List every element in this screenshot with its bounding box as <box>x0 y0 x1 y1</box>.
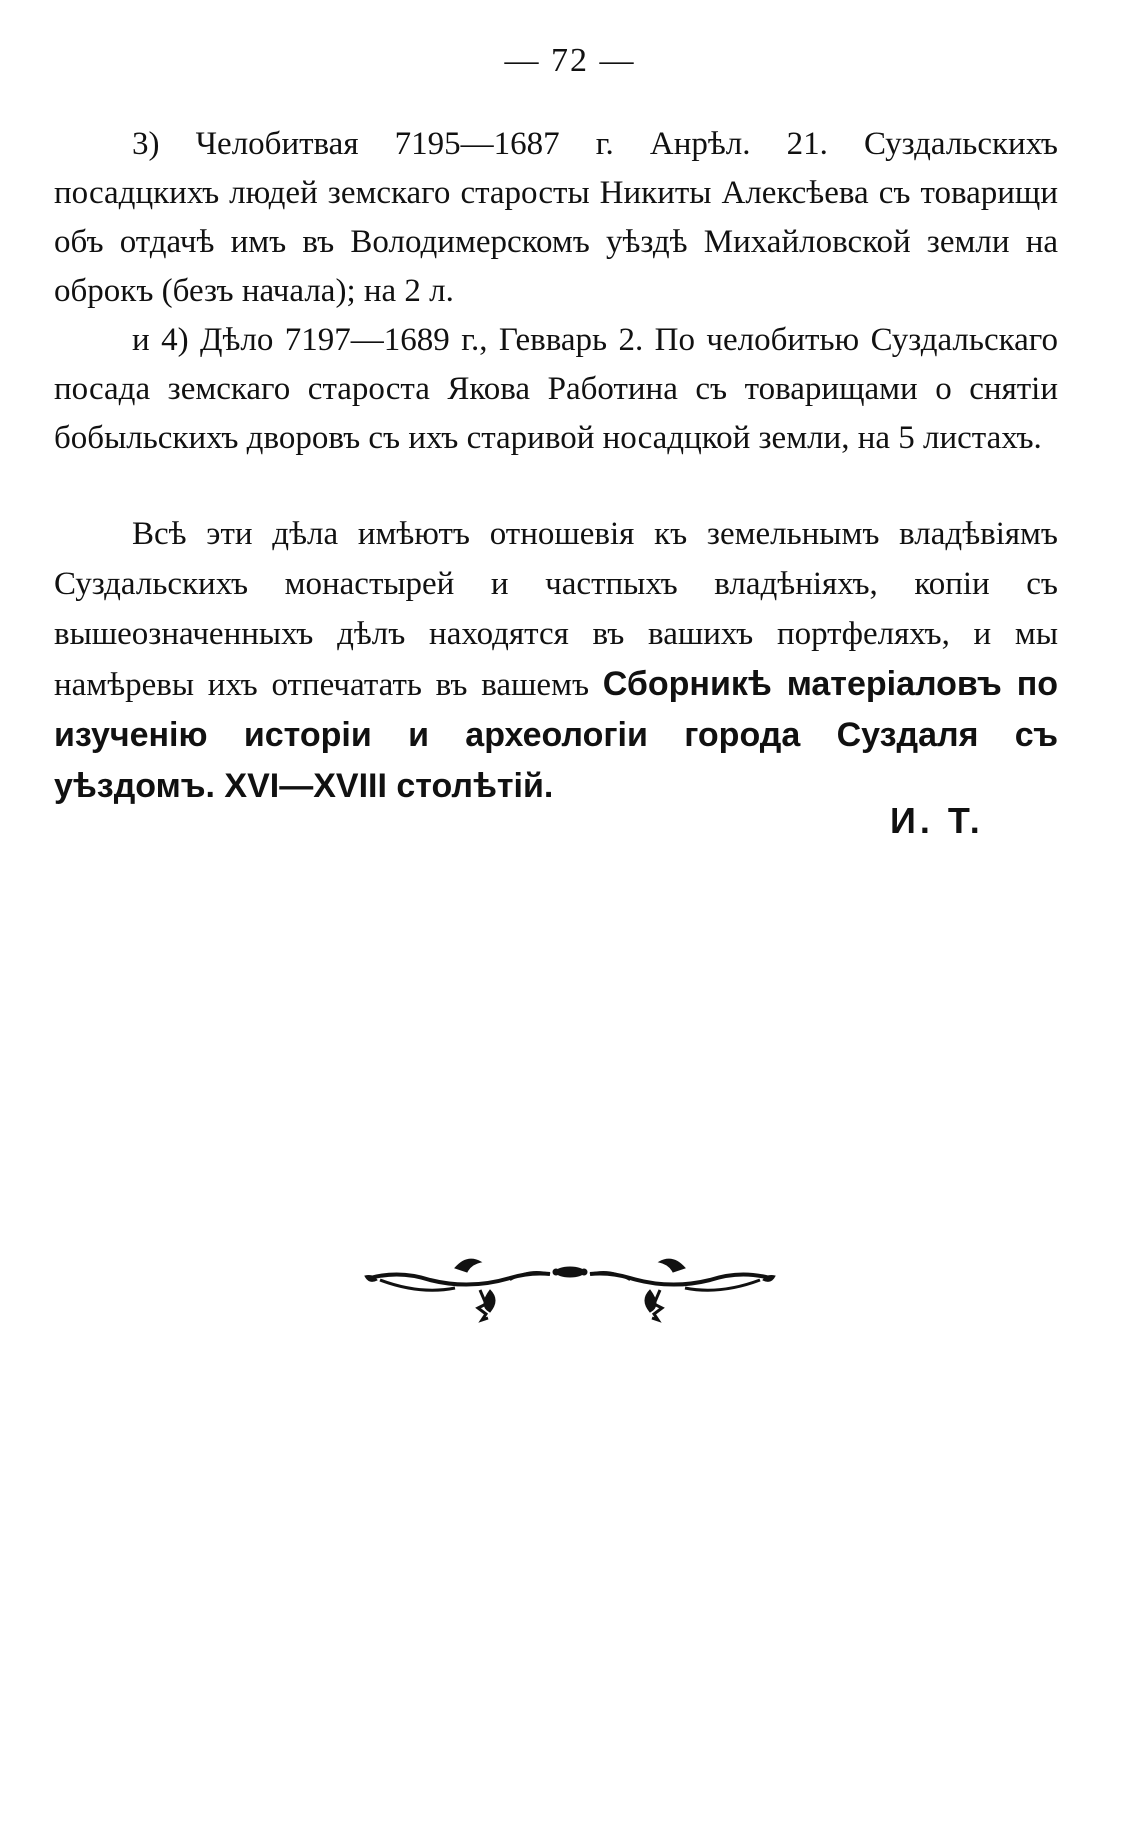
collection-title: Сборникѣ матеріаловъ по изученію исторіи и археологіи города Суздаля съ уѣздомъ. XVI—XVIII столѣтій. <box>54 665 1058 805</box>
paragraph-3-text <box>54 509 1058 812</box>
paragraph-2 <box>54 316 1058 463</box>
author-signature: И. Т. <box>890 800 984 841</box>
paragraph-3 <box>54 509 1058 812</box>
paragraph-1-text: 3) Челобитвая 7195—1687 г. Анрѣл. 21. Суздальскихъ посадцкихъ людей земскаго старосты Никиты Алексѣева съ товарищи объ отдачѣ имъ въ Володимерскомъ уѣздѣ Михайловской земли на оброкъ (безъ начала); на 2 л. <box>54 126 1058 309</box>
paragraph-1 <box>54 120 1058 316</box>
page-number: — 72 — <box>504 42 636 79</box>
paragraph-2-text: и 4) Дѣло 7197—1689 г., Гевварь 2. По челобитью Суздальскаго посада земскаго староста Якова Работина съ товарищами о снятіи бобыльскихъ дворовъ съ ихъ старивой носадцкой земли, на 5 листахъ. <box>54 322 1058 456</box>
paragraph-3-plain: Всѣ эти дѣла имѣютъ отношевія къ земельнымъ владѣвіямъ Суздальскихъ монастырей и частпыхъ владѣніяхъ, копіи съ вышеозначенныхъ дѣлъ находятся въ вашихъ портфеляхъ, и мы намѣревы ихъ отпечатать въ вашемъ <box>54 516 1058 703</box>
floral-divider-icon <box>360 1250 780 1330</box>
